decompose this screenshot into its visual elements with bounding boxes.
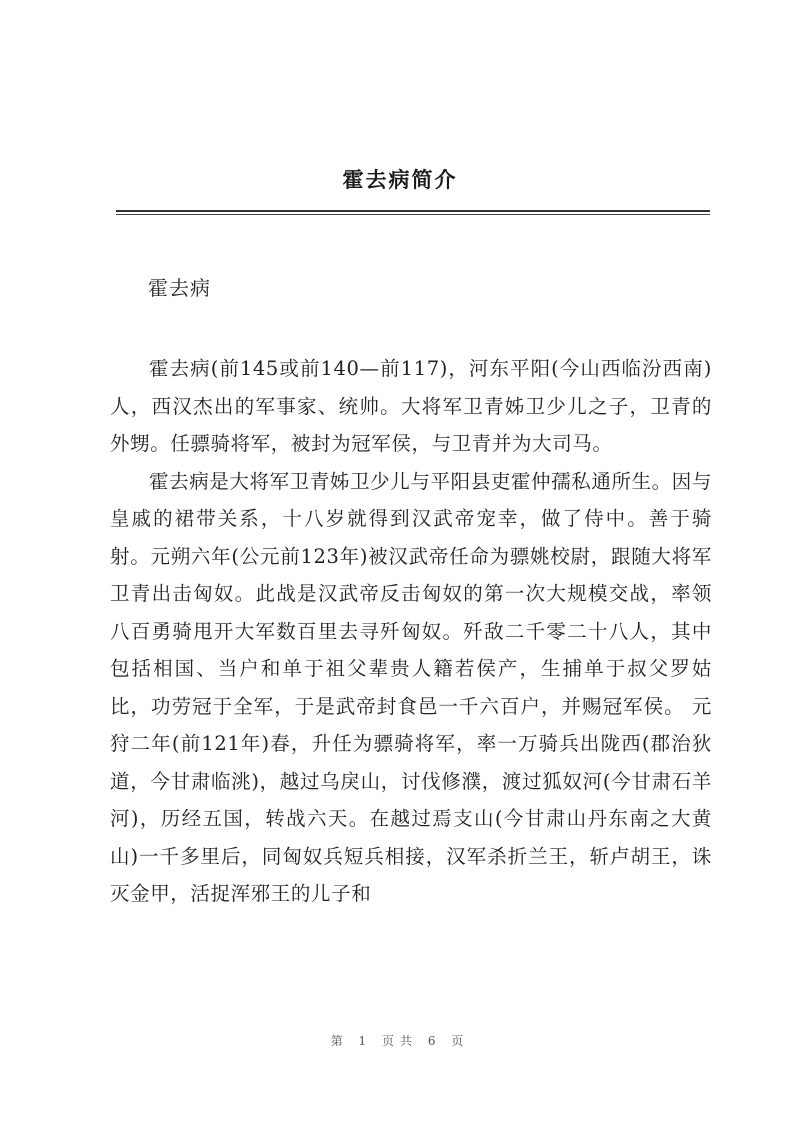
page-footer: 第 1 页共 6 页	[330, 1034, 470, 1048]
body-paragraph: 霍去病(前145或前140—前117)，河东平阳(今山西临汾西南)人，西汉杰出的军事家、统帅。大将军卫青姊卫少儿之子，卫青的外甥。任骠骑将军，被封为冠军侯，与卫青并为大司马。	[110, 357, 712, 455]
document-body	[110, 350, 712, 913]
document-title: 霍去病简介	[342, 168, 458, 192]
body-paragraph: 霍去病是大将军卫青姊卫少儿与平阳县吏霍仲孺私通所生。因与皇戚的裙带关系，十八岁就得到汉武帝宠幸，做了侍中。善于骑射。元朔六年(公元前123年)被汉武帝任命为骠姚校尉，跟随大将军卫青出击匈奴。此战是汉武帝反击匈奴的第一次大规模交战，率领八百勇骑甩开大军数百里去寻歼匈奴。歼敌二千零二十八人，其中包括相国、当户和单于祖父辈贵人籍若侯产，生捕单于叔父罗姑比，功劳冠于全军，于是武帝封食邑一千六百户，并赐冠军侯。 元狩二年(前121年)春，升任为骠骑将军，率一万骑兵出陇西(郡治狄道，今甘肃临洮)，越过乌戾山，讨伐修濮，渡过狐奴河(今甘肃石羊河)，历经五国，转战六天。在越过焉支山(今甘肃山丹东南之大黄山)一千多里后，同匈奴兵短兵相接，汉军杀折兰王，斩卢胡王，诛灭金甲，活捉浑邪王的儿子和	[110, 469, 712, 905]
title-divider-secondary	[116, 214, 710, 215]
section-heading: 霍去病	[148, 276, 211, 300]
title-divider	[116, 210, 710, 212]
